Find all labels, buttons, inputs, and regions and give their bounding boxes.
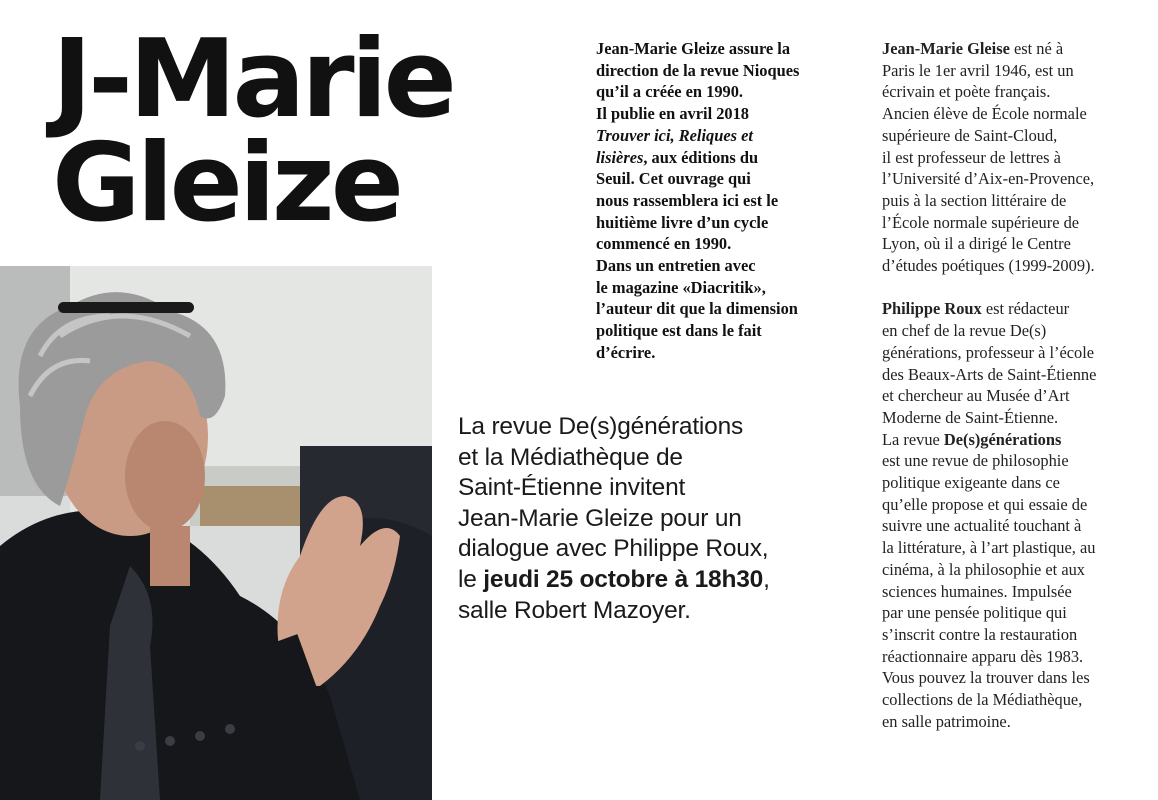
roux-name: Philippe Roux (882, 299, 982, 319)
book-title-line (596, 125, 858, 147)
revue-line: la littérature, à l’art plastique, au (882, 538, 1096, 558)
mid-line: nous rassemblera ici est le (596, 190, 779, 210)
mid-line: Dans un entretien avec (596, 256, 756, 276)
mid-line: huitième livre d’un cycle (596, 212, 769, 232)
author-photo (0, 266, 432, 800)
revue-line: La revue De(s)générations (882, 429, 1062, 449)
revue-line: politique exigeante dans ce (882, 473, 1060, 493)
roux-line: générations, professeur à l’école (882, 342, 1095, 362)
invite-line: Saint-Étienne invitent (458, 474, 686, 502)
bio-line: l’École normale supérieure de (882, 212, 1080, 232)
invite-line: dialogue avec Philippe Roux, (458, 535, 769, 563)
revue-line: par une pensée politique qui (882, 603, 1067, 623)
revue-line: s’inscrit contre la restauration (882, 624, 1078, 644)
mid-line: d’écrire. (596, 342, 656, 362)
revue-line: suivre une actualité touchant à (882, 516, 1082, 536)
mid-line: le magazine «Diacritik», (596, 277, 766, 297)
bio-line: écrivain et poète français. (882, 82, 1051, 102)
mid-line: qu’il a créée en 1990. (596, 82, 744, 102)
bio-line: puis à la section littéraire de (882, 190, 1067, 210)
middle-column (596, 38, 858, 364)
right-column (882, 38, 1154, 732)
mid-line: commencé en 1990. (596, 234, 732, 254)
mid-line: politique est dans le fait (596, 321, 762, 341)
roux-line: en chef de la revue De(s) (882, 321, 1047, 341)
revue-line: qu’elle propose et qui essaie de (882, 494, 1088, 514)
bio-line: supérieure de Saint-Cloud, (882, 125, 1058, 145)
invite-line: et la Médiathèque de (458, 443, 683, 471)
mid-line: Il publie en avril 2018 (596, 104, 749, 124)
revue-line: réactionnaire apparu dès 1983. (882, 646, 1084, 666)
revue-line: est une revue de philosophie (882, 451, 1069, 471)
book-title-end: lisières (596, 147, 644, 167)
bio-line: d’études poétiques (1999-2009). (882, 256, 1095, 276)
bio-line: Ancien élève de École normale (882, 104, 1087, 124)
page-title (52, 17, 453, 246)
revue-line: Vous pouvez la trouver dans les (882, 668, 1090, 688)
bio-name: Jean-Marie Gleise (882, 39, 1010, 58)
event-venue: salle Robert Mazoyer. (458, 596, 691, 624)
mid-line: lisières, aux éditions du (596, 147, 759, 167)
revue-line: cinéma, à la philosophie et aux (882, 559, 1085, 579)
title-line-1: J-Marie (52, 17, 453, 142)
roux-line: et chercheur au Musée d’Art (882, 386, 1070, 406)
mid-line: direction de la revue Nioques (596, 60, 800, 80)
mid-line: Jean-Marie Gleize assure la (596, 39, 791, 58)
event-date: jeudi 25 octobre à 18h30 (483, 565, 764, 593)
roux-line: Philippe Roux est rédacteur (882, 299, 1070, 319)
revue-line: collections de la Médiathèque, (882, 690, 1083, 710)
bio-line: l’Université d’Aix-en-Provence, (882, 169, 1095, 189)
bio-line: Jean-Marie Gleise est né à (882, 39, 1064, 58)
event-date-line: le jeudi 25 octobre à 18h30, (458, 565, 770, 593)
revue-line: en salle patrimoine. (882, 711, 1011, 731)
bio-line: il est professeur de lettres à (882, 147, 1061, 167)
mid-line: l’auteur dit que la dimension (596, 299, 798, 319)
title-line-2: Gleize (52, 121, 401, 246)
mid-line: Seuil. Cet ouvrage qui (596, 169, 751, 189)
invitation-text (458, 412, 858, 626)
roux-line: des Beaux-Arts de Saint-Étienne (882, 364, 1097, 384)
bio-line: Paris le 1er avril 1946, est un (882, 60, 1074, 80)
accent-rule (58, 302, 194, 313)
invite-line: La revue De(s)générations (458, 413, 744, 440)
revue-line: sciences humaines. Impulsée (882, 581, 1072, 601)
invite-line: Jean-Marie Gleize pour un (458, 504, 742, 532)
book-title: Trouver ici, Reliques et (596, 125, 753, 145)
roux-line: Moderne de Saint-Étienne. (882, 407, 1059, 427)
revue-name: De(s)générations (943, 429, 1062, 449)
paragraph-gap (882, 277, 1154, 299)
bio-line: Lyon, où il a dirigé le Centre (882, 234, 1071, 254)
